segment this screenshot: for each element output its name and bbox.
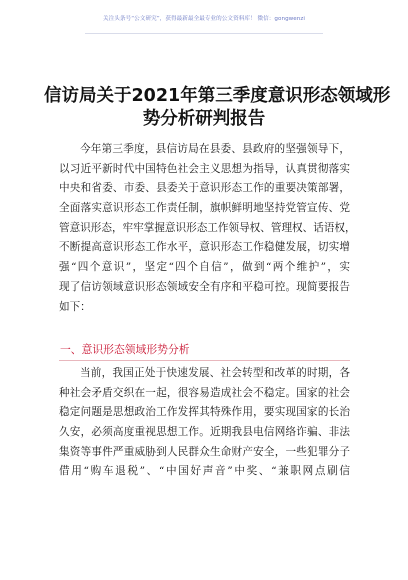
document-title [44,85,391,131]
paragraph-line: 管意识形态，牢牢掌握意识形态工作领导权、管理权、话语权， [59,221,356,234]
paragraph-line: 当前，我国正处于快速发展、社会转型和改革的时期，各 [80,367,350,379]
paragraph-line: 稳定问题是思想政治工作发挥其特殊作用，要实现国家的长治 [59,406,350,419]
intro-paragraph [59,140,356,317]
paragraph-line: 不断提高意识形态工作水平，意识形态工作稳健发展，切实增 [59,241,350,254]
banner-divider [85,33,323,34]
paragraph-line: 全面落实意识形态工作责任制，旗帜鲜明地坚持党管宣传、党 [59,202,350,215]
paragraph-line: 现了信访领域意识形态领域安全有序和平稳可控。现简要报告 [59,280,350,293]
section-heading-divider [59,360,350,361]
title-line: 势分析研判报告 [142,109,266,129]
paragraph-line: 种社会矛盾交织在一起，很容易造成社会不稳定。国家的社会 [59,386,350,399]
paragraph-line: 久安，必须高度重视思想工作。近期我县电信网络诈骗、非法 [59,426,350,439]
section1-paragraph [59,364,350,482]
title-line: 信访局关于2021年第三季度意识形态领域形 [44,86,391,106]
paragraph-line: 中央和省委、市委、县委关于意识形态工作的重要决策部署， [59,182,350,195]
section-heading: 一、意识形态领域形势分析 [60,343,190,356]
paragraph-line: 强“四个意识”，坚定“四个自信”，做到“两个维护”，实 [59,261,350,274]
paragraph-line: 集资等事件严重威胁到人民群众生命财产安全，一些犯罪分子 [59,445,350,458]
paragraph-line: 今年第三季度，县信访局在县委、县政府的坚强领导下， [80,143,350,155]
promo-banner: 关注头条号“公文研究”，获得最新最全最专业的公文资料库！ 微信：gongwenzi [103,16,305,22]
paragraph-line: 借用“购车退税”、“中国好声音”中奖、“兼职网点刷信 [59,465,350,478]
paragraph-line: 以习近平新时代中国特色社会主义思想为指导，认真贯彻落实 [59,162,350,175]
paragraph-line: 如下： [59,300,91,313]
